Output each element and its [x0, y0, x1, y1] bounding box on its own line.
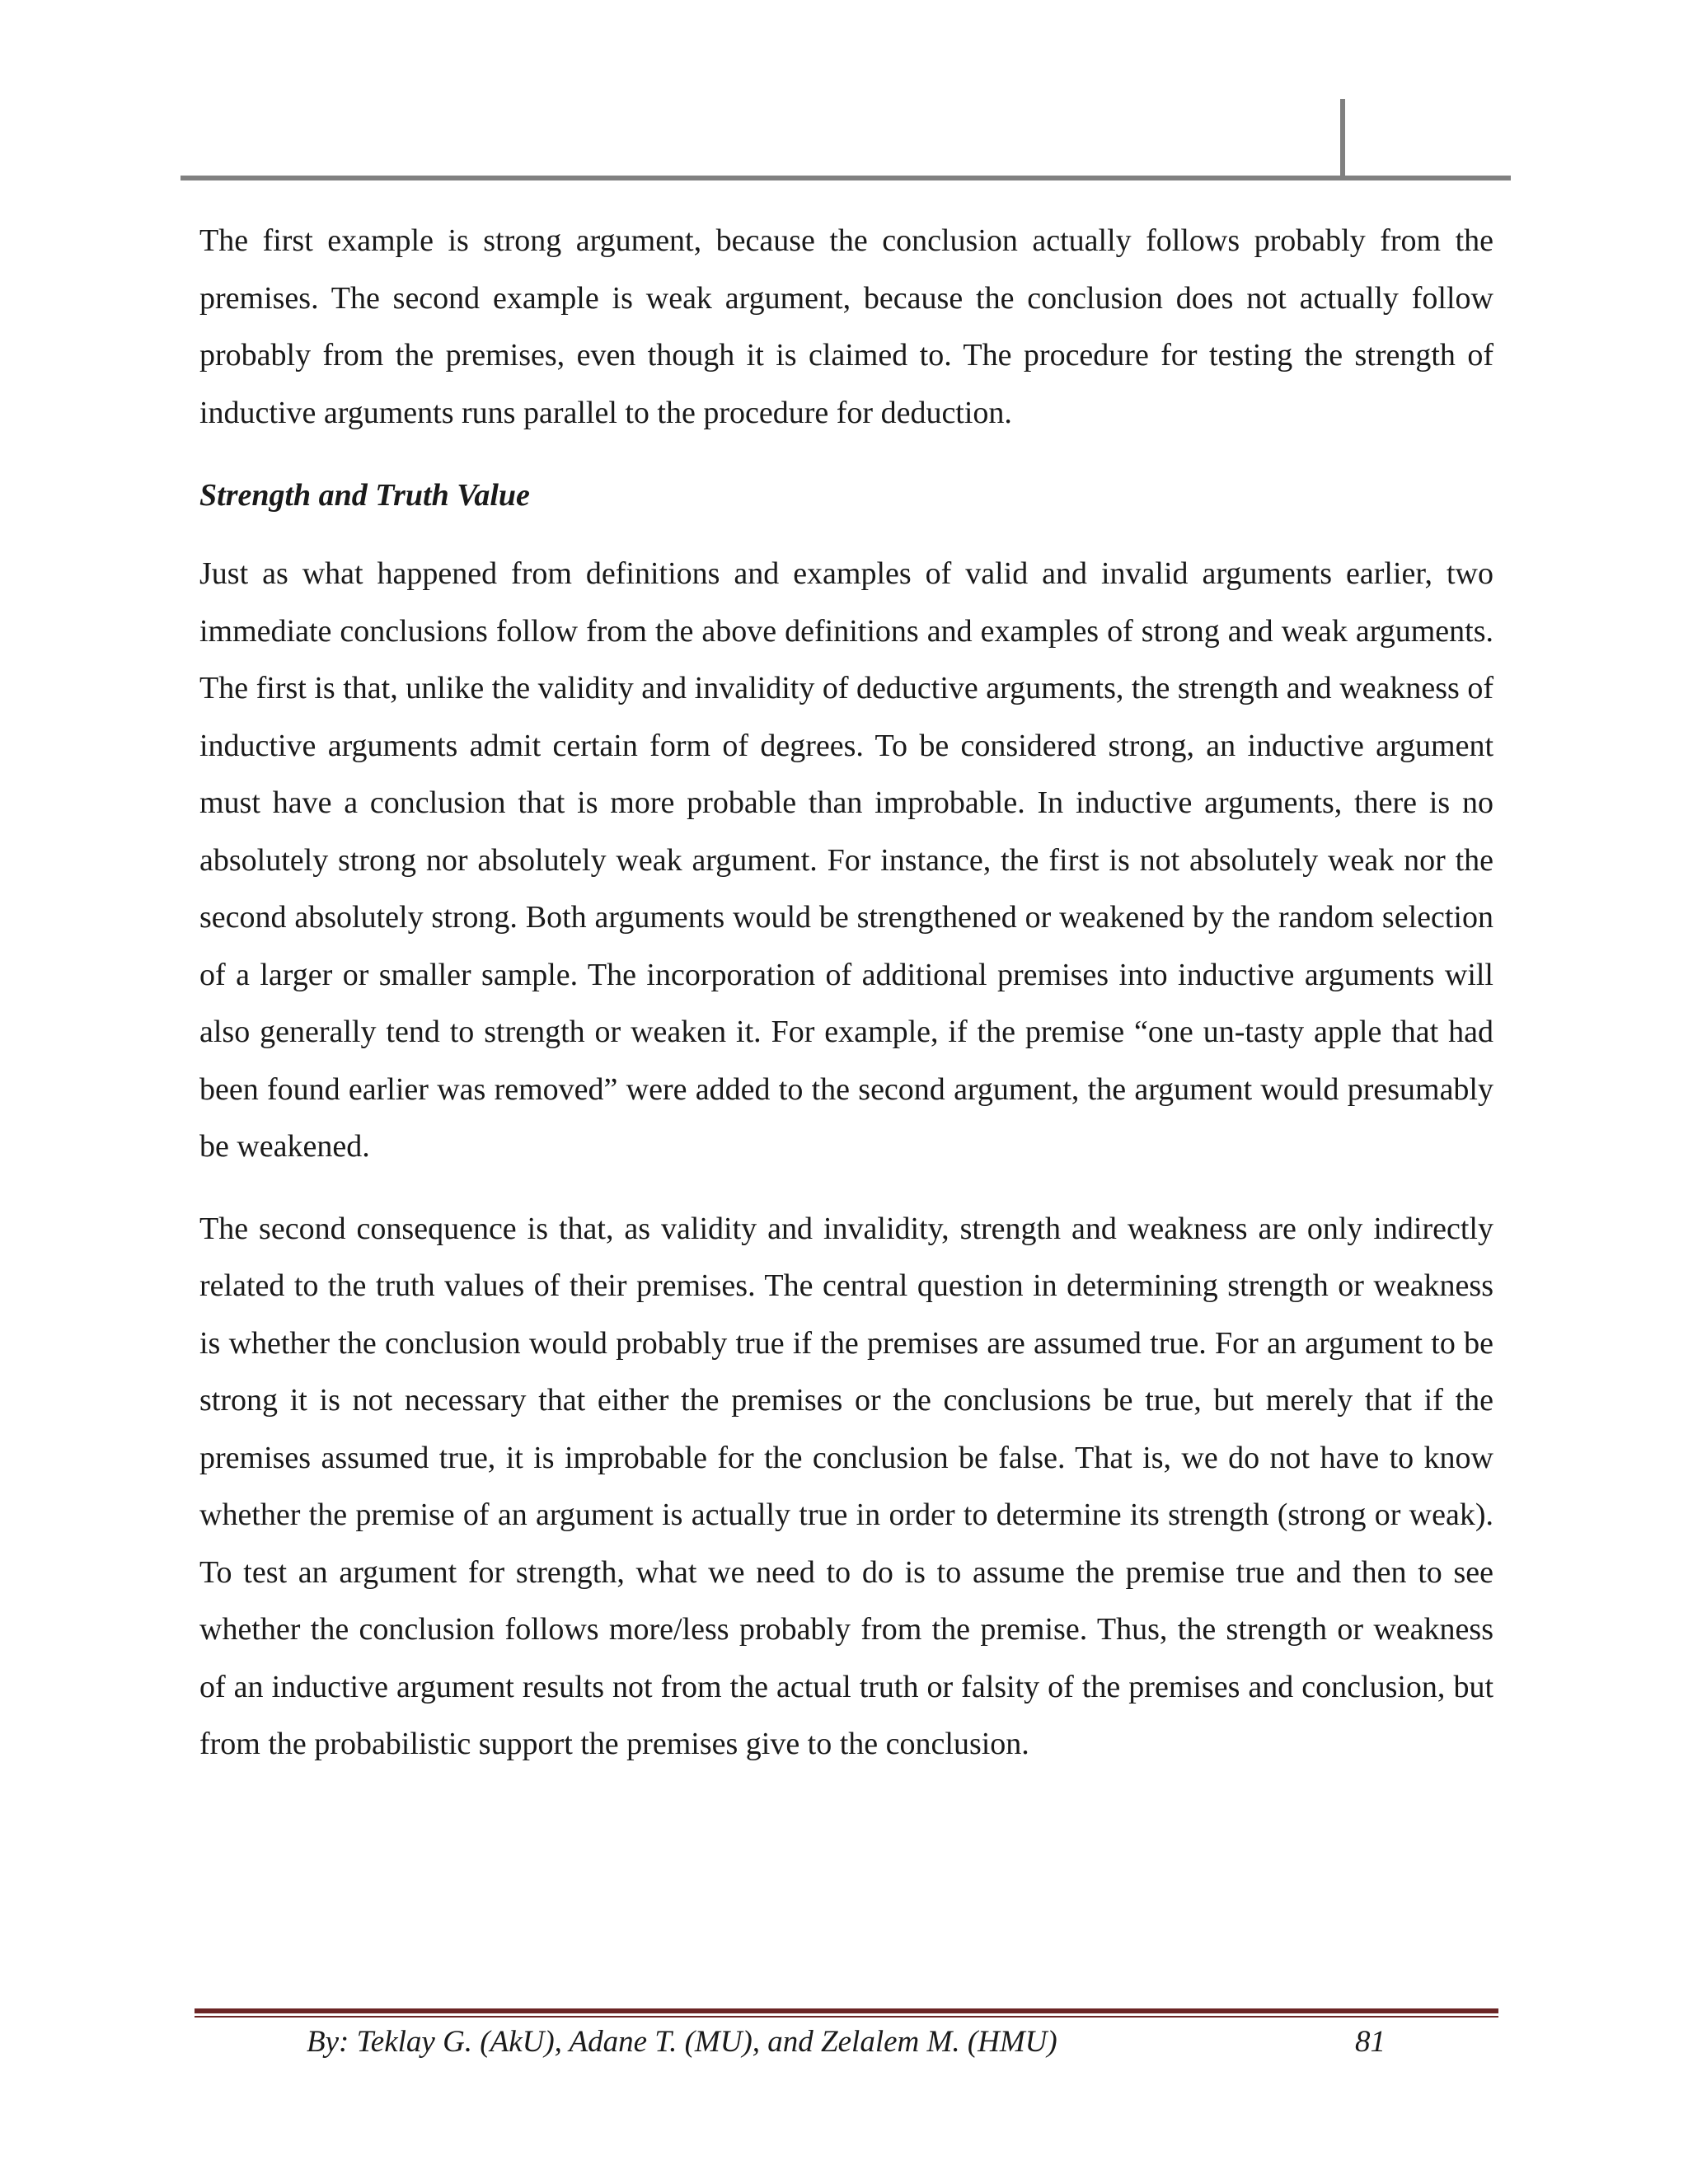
footer-rule-thin — [195, 2016, 1498, 2018]
page-content — [199, 213, 1493, 1774]
paragraph-2: Just as what happened from definitions and examples of valid and invalid arguments earlier, two immediate conclusions follow from the above definitions and examples of strong and weak arguments. The first is that, unlike the validity and invalidity of deductive arguments, the strength and weakness of inductive arguments admit certain form of degrees. To be considered strong, an inductive argument must have a conclusion that is more probable than improbable. In inductive arguments, there is no absolutely strong nor absolutely weak argument. For instance, the first is not absolutely weak nor the second absolutely strong. Both arguments would be strengthened or weakened by the random selection of a larger or smaller sample. The incorporation of additional premises into inductive arguments will also generally tend to strength or weaken it. For example, if the premise “one un-tasty apple that had been found earlier was removed” were added to the second argument, the argument would presumably be weakened. — [199, 556, 1493, 1164]
header-rule — [181, 176, 1511, 180]
footer-rule — [195, 2008, 1498, 2013]
paragraph-1: The first example is strong argument, because the conclusion actually follows probably from the premises. The second example is weak argument, because the conclusion does not actually follow probably from the premises, even though it is claimed to. The procedure for testing the strength of inductive arguments runs parallel to the procedure for deduction. — [199, 223, 1493, 430]
paragraph-3: The second consequence is that, as validity and invalidity, strength and weakness are only indirectly related to the truth values of their premises. The central question in determining strength or weakness is whether the conclusion would probably true if the premises are assumed true. For an argument to be strong it is not necessary that either the premises or the conclusions be true, but merely that if the premises assumed true, it is improbable for the conclusion be false. That is, we do not have to know whether the premise of an argument is actually true in order to determine its strength (strong or weak). To test an argument for strength, what we need to do is to assume the premise true and then to see whether the conclusion follows more/less probably from the premise. Thus, the strength or weakness of an inductive argument results not from the actual truth or falsity of the premises and conclusion, but from the probabilistic support the premises give to the conclusion. — [199, 1211, 1493, 1761]
page-number: 81 — [1355, 2025, 1386, 2059]
section-heading: Strength and Truth Value — [199, 478, 530, 513]
footer-author: By: Teklay G. (AkU), Adane T. (MU), and Zelalem M. (HMU) — [307, 2025, 1057, 2059]
header-vertical-rule — [1340, 99, 1345, 180]
